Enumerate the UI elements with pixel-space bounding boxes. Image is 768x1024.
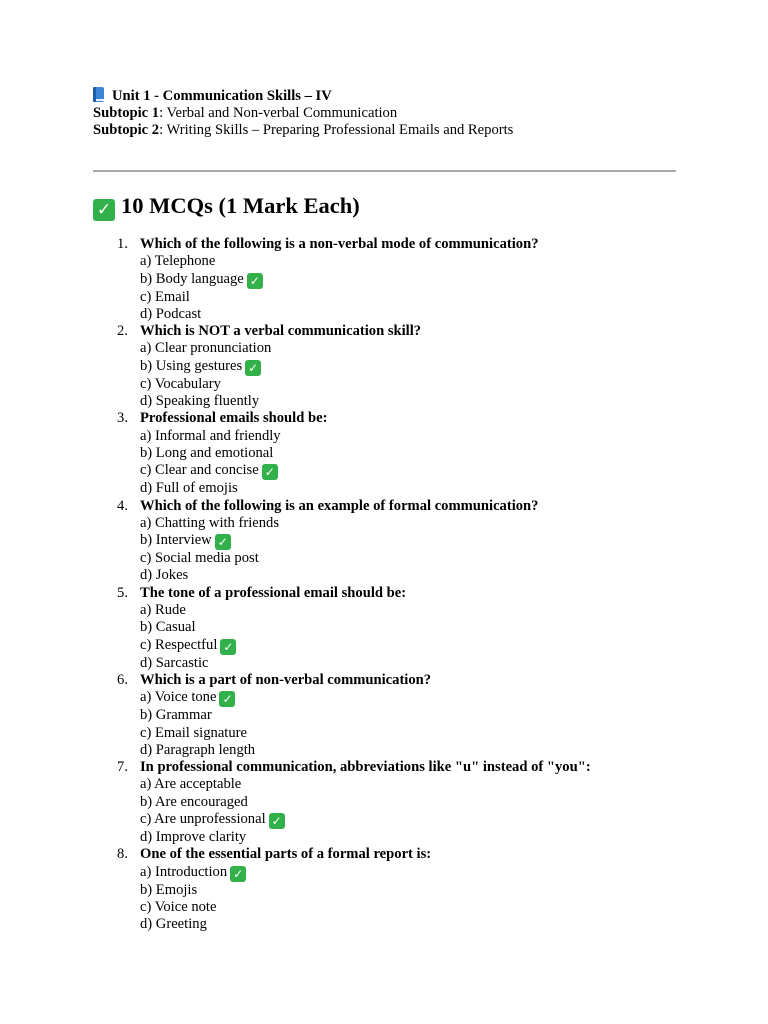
answer-option (140, 289, 768, 306)
answer-option-text: b) Casual (140, 619, 196, 636)
answer-option-text: d) Greeting (140, 916, 207, 933)
answer-option-text: a) Voice tone (140, 689, 217, 706)
answer-option (140, 794, 768, 811)
answer-option (140, 306, 768, 323)
subtopic-2-label: Subtopic 2 (93, 122, 160, 138)
question-body (140, 498, 768, 585)
subtopic-1-label: Subtopic 1 (93, 105, 160, 121)
unit-header (93, 87, 513, 139)
question-item (0, 846, 768, 933)
answer-option-text: c) Social media post (140, 550, 259, 567)
question-number: 2 . (114, 323, 128, 340)
correct-answer-check-icon: ✓ (215, 534, 231, 550)
answer-option-text: c) Email (140, 288, 190, 305)
answer-option (140, 829, 768, 846)
answer-option (140, 253, 768, 270)
answer-option (140, 340, 768, 357)
question-text: Which is a part of non-verbal communication? (140, 671, 432, 688)
question-text: Which of the following is a non-verbal mode of communication? (140, 236, 539, 252)
question-text: The tone of a professional email should be: (140, 584, 407, 601)
correct-answer-check-icon: ✓ (220, 639, 236, 655)
question-text: In professional communication, abbreviations like "u" instead of "you": (140, 759, 591, 776)
question-number: 8 . (114, 846, 128, 863)
answer-option (140, 462, 768, 480)
answer-option (140, 619, 768, 636)
answer-option-text: d) Full of emojis (140, 480, 238, 497)
answer-option (140, 393, 768, 410)
answer-option-text: a) Rude (140, 602, 186, 619)
answer-option-text: d) Sarcastic (140, 654, 209, 671)
horizontal-divider (93, 170, 676, 172)
question-text: Professional emails should be: (140, 410, 328, 427)
question-body (140, 759, 768, 846)
question-text: One of the essential parts of a formal report is: (140, 846, 432, 863)
answer-option-text: b) Grammar (140, 707, 212, 724)
question-item (0, 498, 768, 585)
answer-option-text: b) Emojis (140, 881, 198, 898)
answer-option (140, 637, 768, 655)
answer-option-text: c) Clear and concise (140, 462, 259, 479)
answer-option-text: a) Are acceptable (140, 776, 242, 793)
answer-option-text: a) Telephone (140, 253, 216, 270)
answer-option-text: c) Respectful (140, 636, 218, 653)
answer-option-text: b) Are encouraged (140, 793, 248, 810)
answer-option-text: d) Speaking fluently (140, 393, 260, 410)
answer-option (140, 655, 768, 672)
answer-option (140, 515, 768, 532)
question-number: 5 . (114, 585, 128, 602)
question-item (0, 236, 768, 323)
correct-answer-check-icon: ✓ (230, 866, 246, 882)
answer-option (140, 550, 768, 567)
answer-option-text: d) Paragraph length (140, 741, 256, 758)
question-body (140, 585, 768, 672)
answer-option-text: c) Voice note (140, 898, 217, 915)
question-item (0, 323, 768, 410)
question-list (0, 236, 768, 934)
answer-option (140, 707, 768, 724)
answer-option (140, 567, 768, 584)
answer-option (140, 445, 768, 462)
correct-answer-check-icon: ✓ (262, 464, 278, 480)
subtopic-2-line (93, 122, 513, 139)
answer-option-text: c) Are unprofessional (140, 811, 266, 828)
answer-option-text: d) Improve clarity (140, 829, 247, 846)
answer-option-text: b) Long and emotional (140, 444, 274, 461)
answer-option-text: b) Body language (140, 270, 244, 287)
book-icon (93, 87, 106, 102)
section-title (93, 192, 360, 221)
question-body (140, 672, 768, 759)
answer-option (140, 358, 768, 376)
question-text: Which of the following is an example of formal communication? (140, 497, 539, 514)
question-body (140, 323, 768, 410)
correct-answer-check-icon: ✓ (245, 360, 261, 376)
question-body (140, 846, 768, 933)
answer-option (140, 811, 768, 829)
answer-option (140, 532, 768, 550)
answer-option-text: a) Informal and friendly (140, 427, 281, 444)
answer-option (140, 602, 768, 619)
answer-option (140, 882, 768, 899)
answer-option (140, 916, 768, 933)
answer-option (140, 689, 768, 707)
question-body (140, 410, 768, 497)
answer-option-text: d) Podcast (140, 305, 202, 322)
correct-answer-check-icon: ✓ (269, 813, 285, 829)
question-item (0, 759, 768, 846)
answer-option (140, 725, 768, 742)
unit-title-line (93, 87, 513, 105)
answer-option-text: a) Chatting with friends (140, 514, 280, 531)
subtopic-2-text: : Writing Skills – Preparing Professional Emails and Reports (159, 122, 514, 138)
answer-option (140, 742, 768, 759)
answer-option (140, 271, 768, 289)
question-body (140, 236, 768, 323)
subtopic-1-line (93, 105, 513, 122)
answer-option (140, 428, 768, 445)
answer-option-text: a) Introduction (140, 863, 228, 880)
answer-option-text: a) Clear pronunciation (140, 340, 272, 357)
question-item (0, 585, 768, 672)
correct-answer-check-icon: ✓ (247, 273, 263, 289)
question-number: 4 . (114, 498, 128, 515)
correct-answer-check-icon: ✓ (219, 691, 235, 707)
unit-title: Unit 1 - Communication Skills – IV (112, 88, 332, 104)
answer-option-text: d) Jokes (140, 567, 189, 584)
answer-option (140, 776, 768, 793)
check-icon: ✓ (93, 199, 115, 221)
answer-option (140, 899, 768, 916)
answer-option-text: b) Using gestures (140, 357, 243, 374)
question-item (0, 672, 768, 759)
answer-option (140, 376, 768, 393)
answer-option-text: c) Email signature (140, 724, 247, 741)
question-number: 1 . (114, 236, 128, 253)
answer-option (140, 480, 768, 497)
section-title-text: 10 MCQs (1 Mark Each) (121, 193, 360, 218)
question-number: 6 . (114, 672, 128, 689)
answer-option-text: c) Vocabulary (140, 375, 221, 392)
question-number: 7 . (114, 759, 128, 776)
question-item (0, 410, 768, 497)
subtopic-1-text: : Verbal and Non-verbal Communication (159, 105, 398, 121)
question-text: Which is NOT a verbal communication skill? (140, 323, 422, 340)
answer-option-text: b) Interview (140, 532, 212, 549)
question-number: 3 . (114, 410, 128, 427)
answer-option (140, 864, 768, 882)
